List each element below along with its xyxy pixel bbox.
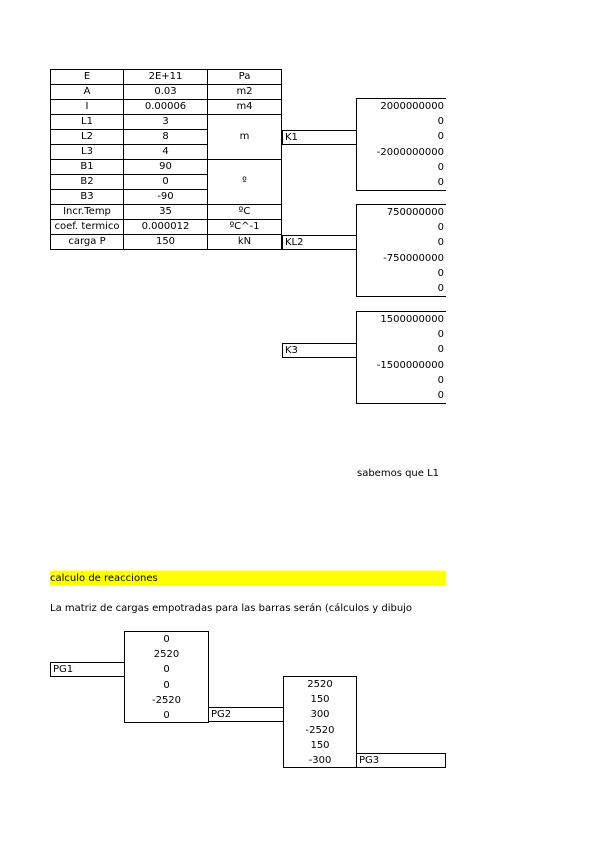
- properties-table: [50, 69, 282, 250]
- prop-value-cell[interactable]: 2E+11: [124, 70, 208, 85]
- matrix-cell: 0: [437, 237, 444, 249]
- prop-name-cell[interactable]: A: [51, 85, 124, 100]
- matrix-cell: 0: [437, 374, 444, 386]
- prop-name-cell[interactable]: carga P: [51, 235, 124, 250]
- prop-name-cell[interactable]: Incr.Temp: [51, 205, 124, 220]
- prop-name-cell[interactable]: B3: [51, 190, 124, 205]
- section-title[interactable]: calculo de reacciones: [50, 571, 446, 586]
- prop-value-cell[interactable]: 90: [124, 160, 208, 175]
- matrix-cell: 0: [437, 131, 444, 143]
- pg2-label[interactable]: PG2: [208, 707, 284, 722]
- prop-value-cell[interactable]: 150: [124, 235, 208, 250]
- vector-cell: 0: [163, 710, 170, 722]
- prop-value-cell[interactable]: 35: [124, 205, 208, 220]
- prop-value-cell[interactable]: 0.00006: [124, 100, 208, 115]
- vector-cell: 150: [310, 694, 330, 706]
- prop-unit-cell[interactable]: m: [208, 115, 282, 160]
- matrix-cell: 0: [437, 390, 444, 402]
- prop-name-cell[interactable]: E: [51, 70, 124, 85]
- matrix-cell: 0: [437, 222, 444, 234]
- pg3-label[interactable]: PG3: [356, 753, 446, 768]
- vector-cell: 2520: [153, 649, 180, 661]
- prop-value-cell[interactable]: 0: [124, 175, 208, 190]
- prop-name-cell[interactable]: B1: [51, 160, 124, 175]
- k3-matrix[interactable]: [356, 311, 446, 404]
- prop-unit-cell[interactable]: m4: [208, 100, 282, 115]
- table-row: [51, 205, 282, 220]
- matrix-cell: 750000000: [386, 207, 444, 218]
- prop-name-cell[interactable]: L3: [51, 145, 124, 160]
- matrix-cell: 0: [437, 177, 444, 189]
- matrix-cell: 0: [437, 329, 444, 341]
- vector-cell: 0: [163, 634, 170, 645]
- prop-name-cell[interactable]: L1: [51, 115, 124, 130]
- pg1-label[interactable]: PG1: [50, 662, 125, 677]
- prop-unit-cell[interactable]: ºC^-1: [208, 220, 282, 235]
- table-row: [51, 100, 282, 115]
- prop-unit-cell[interactable]: º: [208, 160, 282, 205]
- table-row: [51, 115, 282, 130]
- prop-name-cell[interactable]: I: [51, 100, 124, 115]
- table-row: [51, 70, 282, 85]
- vector-cell: -300: [308, 755, 332, 767]
- prop-value-cell[interactable]: -90: [124, 190, 208, 205]
- matrix-cell: 1500000000: [380, 314, 444, 325]
- pg1-vector[interactable]: [124, 631, 209, 723]
- kl2-label[interactable]: KL2: [282, 235, 357, 250]
- table-row: [51, 85, 282, 100]
- k1-matrix[interactable]: [356, 98, 446, 191]
- vector-cell: 300: [310, 709, 330, 721]
- k1-label[interactable]: K1: [282, 130, 357, 145]
- table-row: [51, 160, 282, 175]
- section-description[interactable]: La matriz de cargas empotradas para las barras serán (cálculos y dibujo: [50, 603, 413, 614]
- matrix-cell: -2000000000: [376, 146, 444, 158]
- prop-name-cell[interactable]: coef. termico: [51, 220, 124, 235]
- matrix-cell: 0: [437, 116, 444, 128]
- matrix-cell: 0: [437, 283, 444, 295]
- kl2-matrix[interactable]: [356, 204, 446, 297]
- note-text[interactable]: sabemos que L1: [357, 468, 440, 479]
- vector-cell: -2520: [151, 694, 182, 706]
- matrix-cell: 0: [437, 161, 444, 173]
- pg3-vector[interactable]: [283, 676, 357, 768]
- prop-unit-cell[interactable]: kN: [208, 235, 282, 250]
- table-row: [51, 220, 282, 235]
- prop-name-cell[interactable]: B2: [51, 175, 124, 190]
- vector-cell: 0: [163, 679, 170, 691]
- matrix-cell: 0: [437, 344, 444, 356]
- prop-unit-cell[interactable]: ºC: [208, 205, 282, 220]
- vector-cell: 0: [163, 664, 170, 676]
- prop-value-cell[interactable]: 0.03: [124, 85, 208, 100]
- vector-cell: 150: [310, 739, 330, 751]
- k3-label[interactable]: K3: [282, 343, 357, 358]
- matrix-cell: 0: [437, 267, 444, 279]
- prop-value-cell[interactable]: 8: [124, 130, 208, 145]
- matrix-cell: -1500000000: [376, 359, 444, 371]
- matrix-cell: -750000000: [383, 252, 444, 264]
- prop-name-cell[interactable]: L2: [51, 130, 124, 145]
- prop-unit-cell[interactable]: Pa: [208, 70, 282, 85]
- prop-unit-cell[interactable]: m2: [208, 85, 282, 100]
- prop-value-cell[interactable]: 3: [124, 115, 208, 130]
- prop-value-cell[interactable]: 0.000012: [124, 220, 208, 235]
- prop-value-cell[interactable]: 4: [124, 145, 208, 160]
- vector-cell: 2520: [307, 679, 333, 690]
- table-row: [51, 235, 282, 250]
- matrix-cell: 2000000000: [380, 101, 444, 112]
- vector-cell: -2520: [305, 724, 335, 736]
